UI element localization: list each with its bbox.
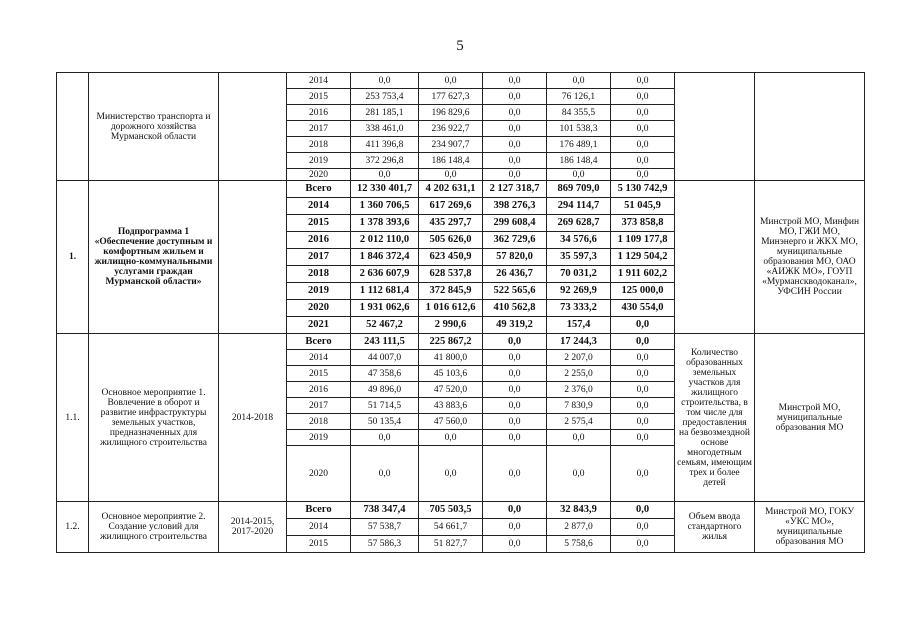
amount-cell: 92 269,9 <box>547 283 611 300</box>
row-indicator <box>675 73 755 181</box>
amount-cell: 281 185,1 <box>351 105 419 121</box>
amount-cell: 0,0 <box>483 502 547 519</box>
amount-cell: 0,0 <box>611 105 675 121</box>
year-cell: 2014 <box>287 198 351 215</box>
amount-cell: 0,0 <box>483 153 547 169</box>
amount-cell: 4 202 631,1 <box>419 181 483 198</box>
amount-cell: 869 709,0 <box>547 181 611 198</box>
amount-cell: 186 148,4 <box>547 153 611 169</box>
year-cell: 2015 <box>287 215 351 232</box>
amount-cell: 0,0 <box>419 73 483 89</box>
row-period: 2014-2015, 2017-2020 <box>219 502 287 553</box>
table-row <box>57 73 865 89</box>
year-cell: 2020 <box>287 300 351 317</box>
amount-cell: 196 829,6 <box>419 105 483 121</box>
amount-cell: 0,0 <box>351 430 419 446</box>
amount-cell: 398 276,3 <box>483 198 547 215</box>
amount-cell: 2 012 110,0 <box>351 232 419 249</box>
row-period: 2014-2018 <box>219 334 287 502</box>
amount-cell: 101 538,3 <box>547 121 611 137</box>
amount-cell: 0,0 <box>611 334 675 350</box>
amount-cell: 26 436,7 <box>483 266 547 283</box>
amount-cell: 0,0 <box>611 502 675 519</box>
year-cell: 2016 <box>287 105 351 121</box>
amount-cell: 1 846 372,4 <box>351 249 419 266</box>
year-cell: Всего <box>287 181 351 198</box>
year-cell: 2020 <box>287 169 351 181</box>
year-cell: 2018 <box>287 137 351 153</box>
amount-cell: 234 907,7 <box>419 137 483 153</box>
amount-cell: 57 586,3 <box>351 536 419 553</box>
amount-cell: 5 758,6 <box>547 536 611 553</box>
amount-cell: 57 538,7 <box>351 519 419 536</box>
amount-cell: 0,0 <box>483 121 547 137</box>
amount-cell: 50 135,4 <box>351 414 419 430</box>
amount-cell: 186 148,4 <box>419 153 483 169</box>
amount-cell: 0,0 <box>483 414 547 430</box>
amount-cell: 617 269,6 <box>419 198 483 215</box>
amount-cell: 0,0 <box>483 446 547 502</box>
amount-cell: 372 845,9 <box>419 283 483 300</box>
year-cell: 2018 <box>287 266 351 283</box>
amount-cell: 0,0 <box>547 73 611 89</box>
amount-cell: 32 843,9 <box>547 502 611 519</box>
amount-cell: 0,0 <box>483 89 547 105</box>
amount-cell: 0,0 <box>611 169 675 181</box>
amount-cell: 294 114,7 <box>547 198 611 215</box>
amount-cell: 1 931 062,6 <box>351 300 419 317</box>
row-executor: Минстрой МО, Минфин МО, ГЖИ МО, Минэнерго и ЖКХ МО, муниципальные образования МО, ОАО «АИЖК МО», ГОУП «Мурманскводоканал», УФСИН России <box>755 181 865 334</box>
amount-cell: 0,0 <box>611 121 675 137</box>
year-cell: 2015 <box>287 89 351 105</box>
amount-cell: 49 896,0 <box>351 382 419 398</box>
amount-cell: 373 858,8 <box>611 215 675 232</box>
row-number: 1.1. <box>57 334 89 502</box>
amount-cell: 176 489,1 <box>547 137 611 153</box>
amount-cell: 0,0 <box>611 89 675 105</box>
amount-cell: 0,0 <box>611 446 675 502</box>
amount-cell: 705 503,5 <box>419 502 483 519</box>
amount-cell: 225 867,2 <box>419 334 483 350</box>
amount-cell: 253 753,4 <box>351 89 419 105</box>
year-cell: 2016 <box>287 382 351 398</box>
amount-cell: 0,0 <box>483 137 547 153</box>
amount-cell: 236 922,7 <box>419 121 483 137</box>
amount-cell: 57 820,0 <box>483 249 547 266</box>
page-number: 5 <box>456 38 464 54</box>
amount-cell: 2 990,6 <box>419 317 483 334</box>
amount-cell: 0,0 <box>483 105 547 121</box>
amount-cell: 73 333,2 <box>547 300 611 317</box>
year-cell: 2017 <box>287 398 351 414</box>
amount-cell: 2 127 318,7 <box>483 181 547 198</box>
amount-cell: 623 450,9 <box>419 249 483 266</box>
amount-cell: 738 347,4 <box>351 502 419 519</box>
amount-cell: 411 396,8 <box>351 137 419 153</box>
amount-cell: 0,0 <box>483 334 547 350</box>
amount-cell: 0,0 <box>611 430 675 446</box>
amount-cell: 1 911 602,2 <box>611 266 675 283</box>
amount-cell: 0,0 <box>483 382 547 398</box>
row-indicator <box>675 181 755 334</box>
row-description: Министерство транспорта и дорожного хозяйства Мурманской области <box>89 73 219 181</box>
amount-cell: 522 565,6 <box>483 283 547 300</box>
amount-cell: 0,0 <box>483 73 547 89</box>
amount-cell: 435 297,7 <box>419 215 483 232</box>
amount-cell: 0,0 <box>611 382 675 398</box>
row-number: 1. <box>57 181 89 334</box>
year-cell: 2014 <box>287 73 351 89</box>
row-executor <box>755 73 865 181</box>
table-row <box>57 502 865 519</box>
amount-cell: 0,0 <box>611 153 675 169</box>
amount-cell: 2 575,4 <box>547 414 611 430</box>
amount-cell: 0,0 <box>419 169 483 181</box>
amount-cell: 34 576,6 <box>547 232 611 249</box>
table-row <box>57 334 865 350</box>
amount-cell: 0,0 <box>483 398 547 414</box>
amount-cell: 0,0 <box>483 430 547 446</box>
year-cell: 2015 <box>287 366 351 382</box>
row-executor: Минстрой МО, муниципальные образования МО <box>755 334 865 502</box>
amount-cell: 0,0 <box>351 73 419 89</box>
amount-cell: 372 296,8 <box>351 153 419 169</box>
year-cell: 2018 <box>287 414 351 430</box>
amount-cell: 0,0 <box>419 446 483 502</box>
amount-cell: 12 330 401,7 <box>351 181 419 198</box>
amount-cell: 0,0 <box>547 446 611 502</box>
year-cell: 2014 <box>287 350 351 366</box>
amount-cell: 0,0 <box>351 169 419 181</box>
amount-cell: 2 207,0 <box>547 350 611 366</box>
amount-cell: 410 562,8 <box>483 300 547 317</box>
amount-cell: 2 877,0 <box>547 519 611 536</box>
row-period <box>219 181 287 334</box>
amount-cell: 0,0 <box>611 398 675 414</box>
amount-cell: 243 111,5 <box>351 334 419 350</box>
amount-cell: 0,0 <box>547 169 611 181</box>
row-description: Основное мероприятие 1. Вовлечение в оборот и развитие инфраструктуры земельных участков, предназначенных для жилищного строительства <box>89 334 219 502</box>
amount-cell: 35 597,3 <box>547 249 611 266</box>
row-executor: Минстрой МО, ГОКУ «УКС МО», муниципальные образования МО <box>755 502 865 553</box>
amount-cell: 51 045,9 <box>611 198 675 215</box>
amount-cell: 76 126,1 <box>547 89 611 105</box>
row-description: Основное мероприятие 2. Создание условий для жилищного строительства <box>89 502 219 553</box>
amount-cell: 52 467,2 <box>351 317 419 334</box>
amount-cell: 45 103,6 <box>419 366 483 382</box>
amount-cell: 51 827,7 <box>419 536 483 553</box>
amount-cell: 0,0 <box>611 519 675 536</box>
amount-cell: 0,0 <box>483 519 547 536</box>
amount-cell: 157,4 <box>547 317 611 334</box>
row-period <box>219 73 287 181</box>
amount-cell: 125 000,0 <box>611 283 675 300</box>
amount-cell: 177 627,3 <box>419 89 483 105</box>
year-cell: 2019 <box>287 283 351 300</box>
amount-cell: 47 520,0 <box>419 382 483 398</box>
amount-cell: 70 031,2 <box>547 266 611 283</box>
program-table <box>56 72 865 553</box>
year-cell: 2017 <box>287 121 351 137</box>
amount-cell: 54 661,7 <box>419 519 483 536</box>
amount-cell: 0,0 <box>611 414 675 430</box>
amount-cell: 1 378 393,6 <box>351 215 419 232</box>
amount-cell: 0,0 <box>611 317 675 334</box>
year-cell: Всего <box>287 334 351 350</box>
year-cell: 2017 <box>287 249 351 266</box>
row-indicator: Объем ввода стандартного жилья <box>675 502 755 553</box>
amount-cell: 49 319,2 <box>483 317 547 334</box>
amount-cell: 47 560,0 <box>419 414 483 430</box>
amount-cell: 0,0 <box>547 430 611 446</box>
amount-cell: 0,0 <box>483 366 547 382</box>
amount-cell: 2 636 607,9 <box>351 266 419 283</box>
year-cell: 2019 <box>287 430 351 446</box>
year-cell: 2016 <box>287 232 351 249</box>
amount-cell: 1 112 681,4 <box>351 283 419 300</box>
amount-cell: 0,0 <box>611 350 675 366</box>
amount-cell: 43 883,6 <box>419 398 483 414</box>
amount-cell: 2 255,0 <box>547 366 611 382</box>
amount-cell: 5 130 742,9 <box>611 181 675 198</box>
year-cell: 2020 <box>287 446 351 502</box>
amount-cell: 47 358,6 <box>351 366 419 382</box>
amount-cell: 505 626,0 <box>419 232 483 249</box>
amount-cell: 44 007,0 <box>351 350 419 366</box>
amount-cell: 0,0 <box>419 430 483 446</box>
amount-cell: 41 800,0 <box>419 350 483 366</box>
amount-cell: 51 714,5 <box>351 398 419 414</box>
amount-cell: 362 729,6 <box>483 232 547 249</box>
row-indicator: Количество образованных земельных участков для жилищного строительства, в том числе для предоставления на безвозмездной основе многодетным семьям, имеющим трех и более детей <box>675 334 755 502</box>
row-number: 1.2. <box>57 502 89 553</box>
amount-cell: 7 830,9 <box>547 398 611 414</box>
amount-cell: 1 016 612,6 <box>419 300 483 317</box>
year-cell: 2014 <box>287 519 351 536</box>
amount-cell: 17 244,3 <box>547 334 611 350</box>
amount-cell: 0,0 <box>611 137 675 153</box>
amount-cell: 299 608,4 <box>483 215 547 232</box>
amount-cell: 0,0 <box>611 536 675 553</box>
year-cell: 2019 <box>287 153 351 169</box>
amount-cell: 84 355,5 <box>547 105 611 121</box>
amount-cell: 1 129 504,2 <box>611 249 675 266</box>
amount-cell: 1 360 706,5 <box>351 198 419 215</box>
table-row <box>57 181 865 198</box>
amount-cell: 0,0 <box>351 446 419 502</box>
amount-cell: 0,0 <box>483 169 547 181</box>
amount-cell: 628 537,8 <box>419 266 483 283</box>
amount-cell: 430 554,0 <box>611 300 675 317</box>
year-cell: 2021 <box>287 317 351 334</box>
year-cell: 2015 <box>287 536 351 553</box>
amount-cell: 2 376,0 <box>547 382 611 398</box>
amount-cell: 338 461,0 <box>351 121 419 137</box>
row-description: Подпрограмма 1 «Обеспечение доступным и комфортным жильем и жилищно-коммунальными услугами граждан Мурманской области» <box>89 181 219 334</box>
amount-cell: 269 628,7 <box>547 215 611 232</box>
amount-cell: 0,0 <box>483 350 547 366</box>
amount-cell: 0,0 <box>483 536 547 553</box>
amount-cell: 0,0 <box>611 366 675 382</box>
year-cell: Всего <box>287 502 351 519</box>
row-number <box>57 73 89 181</box>
amount-cell: 1 109 177,8 <box>611 232 675 249</box>
amount-cell: 0,0 <box>611 73 675 89</box>
